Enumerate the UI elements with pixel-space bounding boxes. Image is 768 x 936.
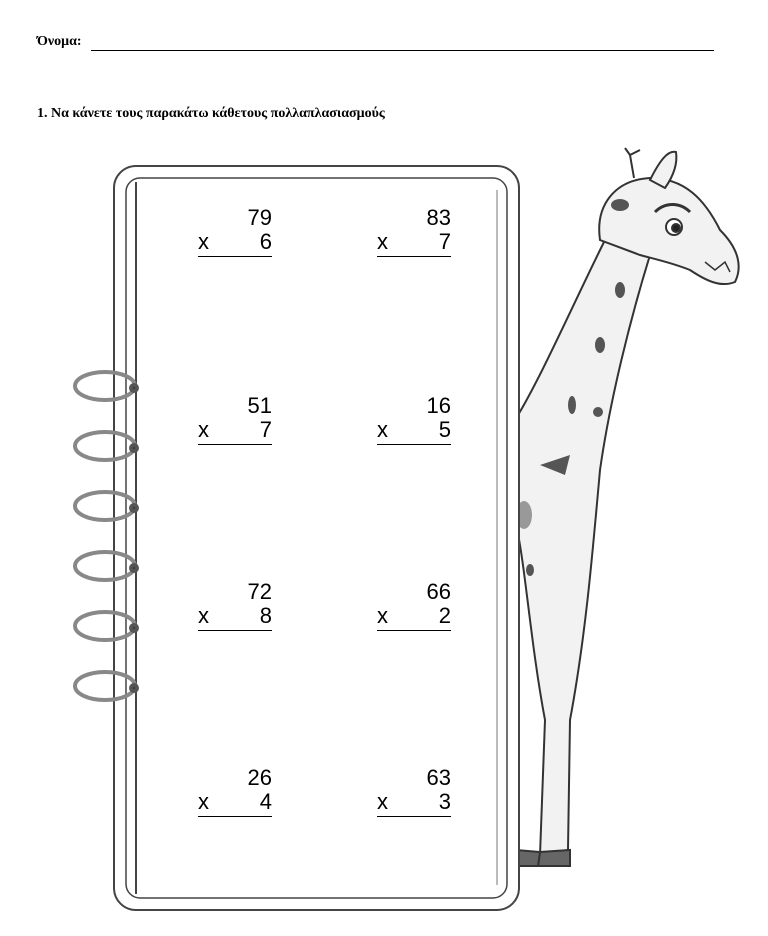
problem-2-bottom: 7 <box>438 229 451 254</box>
problem-5[interactable] <box>198 580 272 631</box>
problem-5-top: 72 <box>247 579 272 604</box>
instruction-heading: 1. Να κάνετε τους παρακάτω κάθετους πολλαπλασιασμούς <box>37 106 385 121</box>
problem-3-top: 51 <box>247 393 272 418</box>
times-operator: x <box>377 229 388 254</box>
problem-4-bottom: 5 <box>438 417 451 442</box>
problem-8-bottom: 3 <box>438 789 451 814</box>
times-operator: x <box>377 789 388 814</box>
times-operator: x <box>198 417 209 442</box>
notebook <box>114 166 519 910</box>
problem-3[interactable] <box>198 394 272 445</box>
problem-1-top: 79 <box>247 205 272 230</box>
problem-7[interactable] <box>198 766 272 817</box>
problem-4[interactable] <box>377 394 451 445</box>
problem-7-bottom: 4 <box>259 789 272 814</box>
problem-2[interactable] <box>377 206 451 257</box>
problem-7-top: 26 <box>247 765 272 790</box>
problem-1[interactable] <box>198 206 272 257</box>
times-operator: x <box>198 789 209 814</box>
problem-8-top: 63 <box>426 765 451 790</box>
problem-4-top: 16 <box>426 393 451 418</box>
times-operator: x <box>198 229 209 254</box>
times-operator: x <box>377 417 388 442</box>
problem-8[interactable] <box>377 766 451 817</box>
giraffe-illustration <box>515 148 739 866</box>
problem-6-top: 66 <box>426 579 451 604</box>
problem-1-bottom: 6 <box>259 229 272 254</box>
problem-6[interactable] <box>377 580 451 631</box>
problem-2-top: 83 <box>426 205 451 230</box>
problem-6-bottom: 2 <box>438 603 451 628</box>
problem-3-bottom: 7 <box>259 417 272 442</box>
times-operator: x <box>198 603 209 628</box>
problem-5-bottom: 8 <box>259 603 272 628</box>
name-label: Όνομα: <box>37 34 82 49</box>
times-operator: x <box>377 603 388 628</box>
